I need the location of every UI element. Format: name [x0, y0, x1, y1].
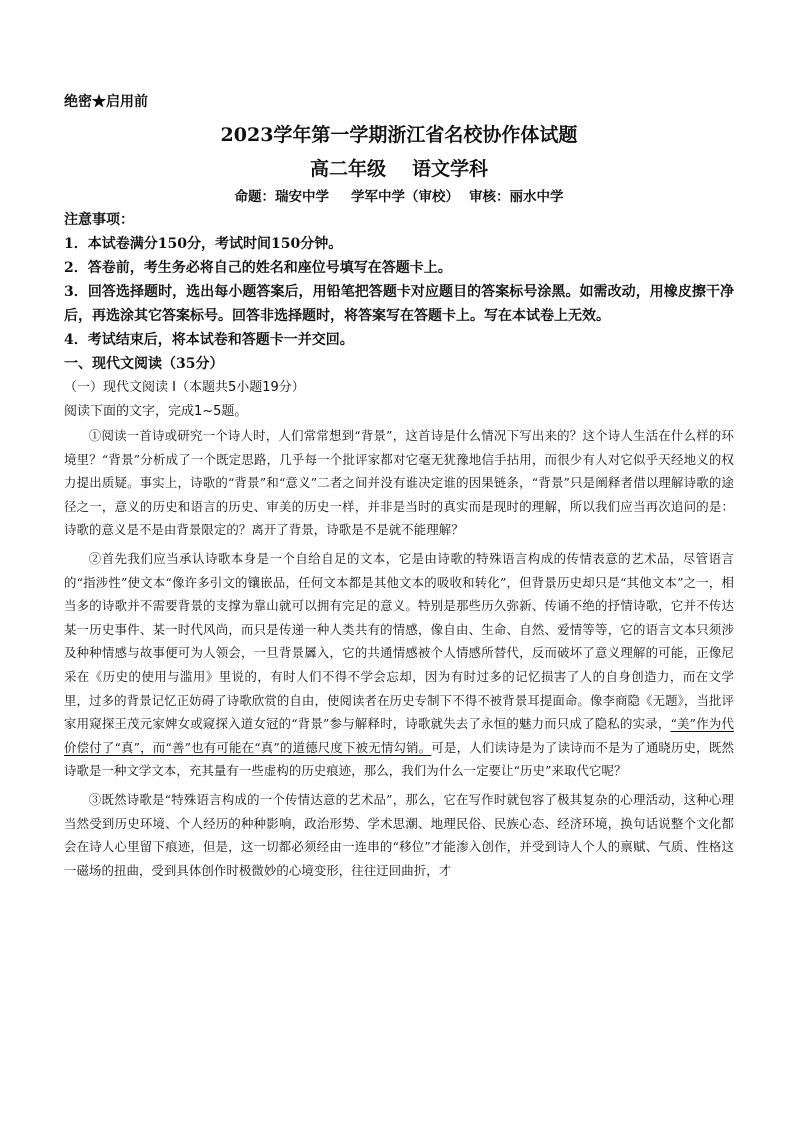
notice-heading: 注意事项： [64, 212, 134, 228]
paragraph-2-text: ②首先我们应当承认诗歌本身是一个自给自足的文本，它是由诗歌的特殊语言构成的传情表意的艺术品，尽管语言的“指涉性”使文本“像许多引文的镶嵌品，任何文本都是其他文本的吸收和转化”，但背景历史却只是“其他文本”之一，相当多的诗歌并不需要背景的支撑为靠山就可以拥有完足的意义。特别是那些历久弥新、传诵不绝的抒情诗歌，它并不传达某一历史事件、某一时代风尚，而只是传递一种人类共有的情感，像自由、生命、自然、爱情等等，它的语言文本只须涉及种种情感与故事便可为人领会，一旦背景羼入，它的共通情感被个人情感所替代，反而破坏了意义理解的可能，正像尼采在《历史的使用与滥用》里说的，有时人们不得不学会忘却，因为有时过多的记忆损害了人的自身创造力，而在文学里，过多的背景记忆正妨碍了诗歌欣赏的自由，使阅读者在历史专制下不得不被背景耳提面命。像李商隐《无题》，当批评家用窥探王茂元家婢女或窥探入道女冠的“背景”参与解释时，诗歌就失去了永恒的魅力而只成了隐私的实录， [64, 550, 734, 732]
subject-label: 语文学科 [412, 158, 489, 180]
reading-instruction: 阅读下面的文字，完成1~5题。 [64, 404, 248, 419]
passage-paragraph-1: ①阅读一首诗或研究一个诗人时，人们常常想到“背景”，这首诗是什么情况下写出来的？这个诗人生活在什么样的环境里？“背景”分析成了一个既定思路，几乎每一个批评家都对它毫无犹豫地信手拈用，而很少有人对它似乎天经地义的权力提出质疑。事实上，诗歌的“背景”和“意义”二者之间并没有谁决定谁的因果链条，“背景”只是阐释者借以理解诗歌的途径之一，意义的历史和语言的历史、审美的历史一样，并非是当时的真实而是现时的理解，所以我们应当再次追问的是：诗歌的意义是不是由背景限定的？离开了背景，诗歌是不是就不能理解？ [64, 428, 734, 538]
exam-title: 2023学年第一学期浙江省名校协作体试题 [220, 124, 578, 146]
notice-item: 1．本试卷满分150分，考试时间150分钟。 [64, 236, 343, 252]
secret-label: 绝密★启用前 [64, 94, 148, 110]
credits-line [64, 186, 734, 208]
sub-section-heading: （一）现代文阅读 I（本题共5小题19分） [64, 380, 305, 395]
notice-item: 4．考试结束后，将本试卷和答题卡一并交回。 [64, 332, 354, 348]
grade-label: 高二年级 [309, 158, 386, 180]
credit-proposer: 命题：瑞安中学 [234, 189, 329, 205]
credit-auditor: 审核：丽水中学 [469, 189, 564, 205]
paragraph-2-text-end: 可是，人们读诗是为了读诗而不是为了通晓历史，既然诗歌是一种文学文本，充其量有一些虚构的历史痕迹，那么，我们为什么一定要让“历史”来取代它呢？ [64, 739, 734, 779]
section-heading: 一、现代文阅读（35分） [64, 356, 224, 372]
passage-paragraph-2 [64, 547, 734, 783]
notice-item: 2．答卷前，考生务必将自己的姓名和座位号填写在答题卡上。 [64, 260, 452, 276]
passage-paragraph-3: ③既然诗歌是“特殊语言构成的一个传情达意的艺术品”，那么，它在写作时就包容了极其复杂的心理活动，这种心理当然受到历史环境、个人经历的种种影响，政治形势、学术思潮、地理民俗、民族心态、经济环境，换句话说整个文化都会在诗人心里留下痕迹，但是，这一切都必须经由一连串的“移位”才能渗入创作，并受到诗人个人的禀赋、气质、性格这一磁场的扭曲，受到具体创作时极微妙的心境变形，往往迂回曲折，才 [64, 791, 734, 878]
credit-reviewer-school: 学军中学（审校） [351, 189, 459, 205]
underlined-sentence: “美”作为代价偿付了“真”，而“善”也有可能在“真”的道德尺度下被无情勾销。 [64, 716, 734, 755]
notice-item: 3．回答选择题时，选出每小题答案后，用铅笔把答题卡对应题目的答案标号涂黑。如需改动，用橡皮擦干净后，再选涂其它答案标号。回答非选择题时，将答案写在答题卡上。写在本试卷上无效。 [64, 284, 734, 324]
grade-subject-line [64, 156, 734, 182]
